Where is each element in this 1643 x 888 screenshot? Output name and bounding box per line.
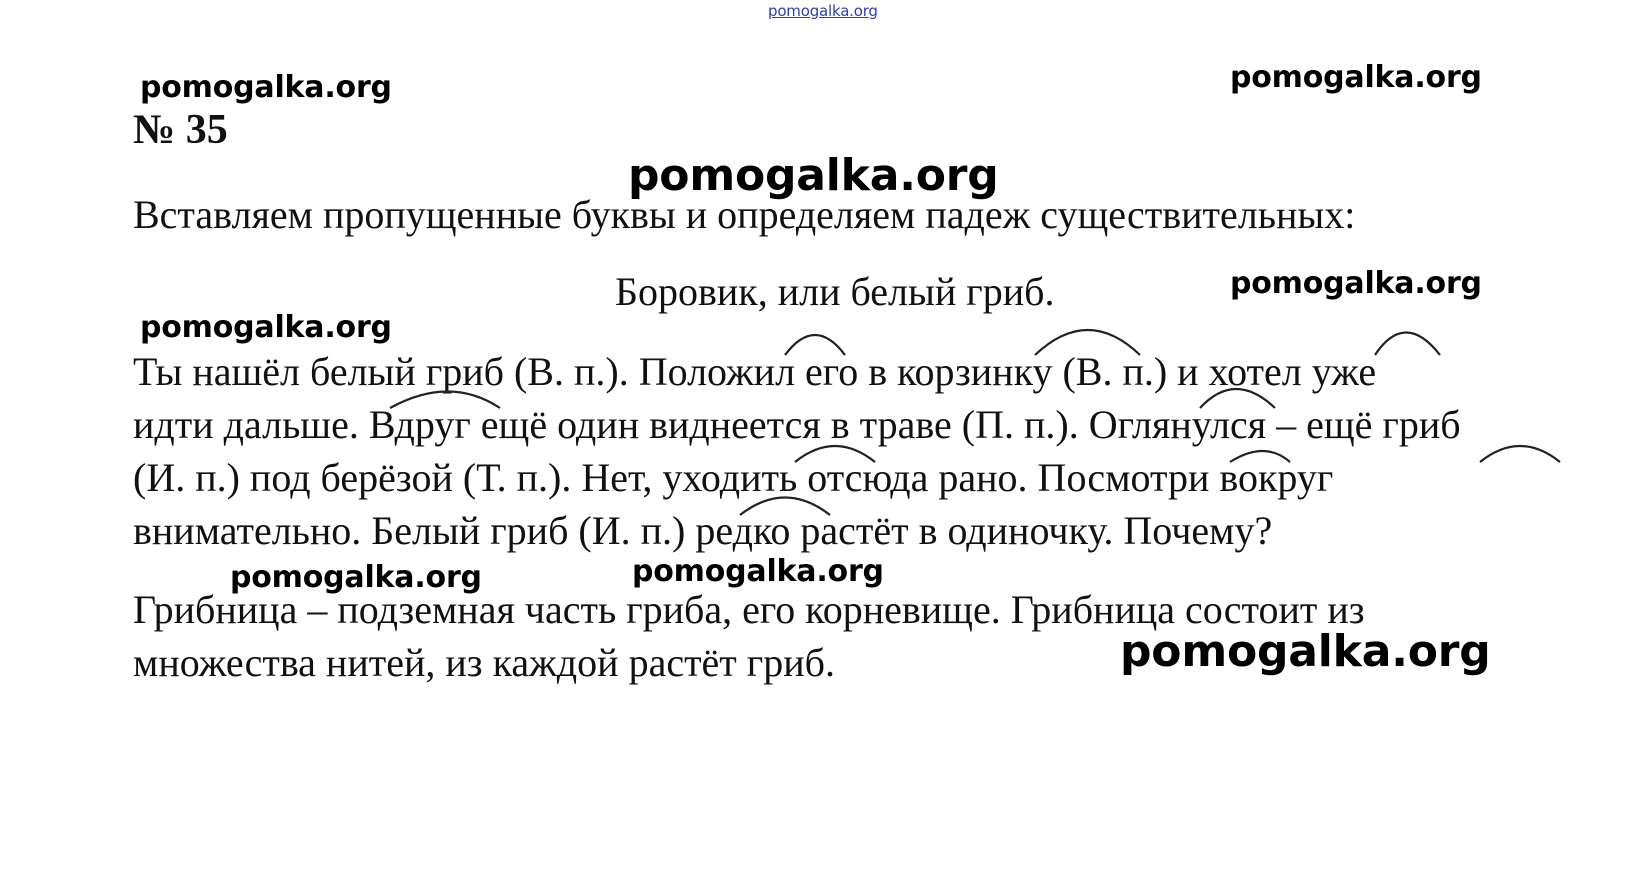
paragraph-line: внимательно. Белый гриб (И. п.) редко растёт в одиночку. Почему? (133, 508, 1273, 553)
watermark: pomogalka.org (632, 554, 884, 589)
exercise-number: № 35 (133, 107, 228, 153)
instruction-text: Вставляем пропущенные буквы и определяем падеж существительных: (133, 192, 1356, 237)
final-line: Грибница – подземная часть гриба, его корневище. Грибница состоит из (133, 587, 1365, 632)
watermark: pomogalka.org (1120, 626, 1491, 677)
watermark-top-link[interactable]: pomogalka.org (768, 2, 878, 20)
paragraph-line: идти дальше. Вдруг ещё один виднеется в траве (П. п.). Оглянулся – ещё гриб (133, 402, 1461, 447)
watermark: pomogalka.org (140, 70, 392, 105)
story-title: Боровик, или белый гриб. (615, 269, 1055, 314)
root-arc (1480, 446, 1560, 462)
final-line: множества нитей, из каждой растёт гриб. (133, 640, 835, 685)
watermark: pomogalka.org (140, 310, 392, 345)
watermark: pomogalka.org (230, 560, 482, 595)
paragraph-line: (И. п.) под берёзой (Т. п.). Нет, уходить отсюда рано. Посмотри вокруг (133, 455, 1334, 500)
watermark: pomogalka.org (628, 150, 999, 201)
watermark: pomogalka.org (1230, 60, 1482, 95)
paragraph-line: Ты нашёл белый гриб (В. п.). Положил его в корзинку (В. п.) и хотел уже (133, 349, 1377, 394)
watermark: pomogalka.org (1230, 266, 1482, 301)
